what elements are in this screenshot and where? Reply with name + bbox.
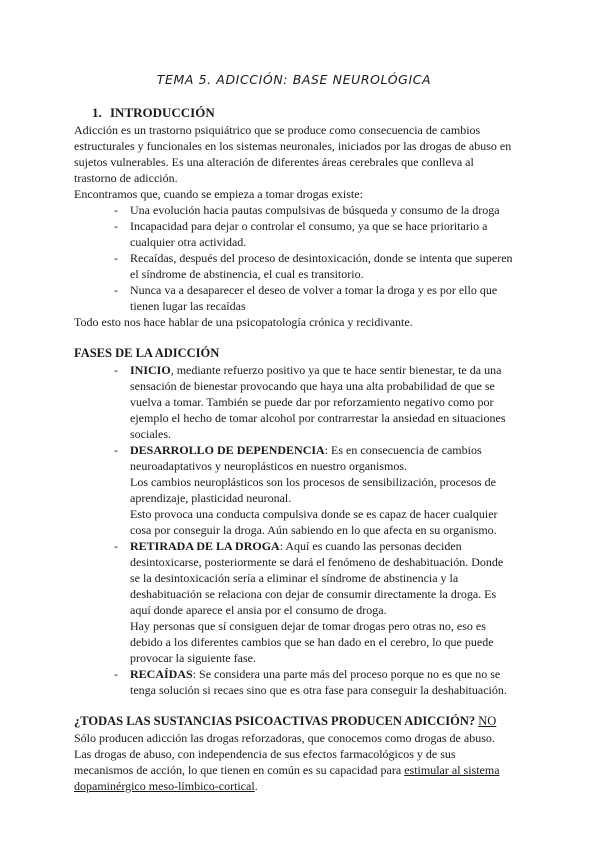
- phase-extra: Hay personas que sí consiguen dejar de tomar drogas pero otras no, eso es debido a los diferentes cambios que se han dado en el cerebro, lo que puede provocar la siguiente fase.: [130, 619, 494, 665]
- document-title: TEMA 5. ADICCIÓN: BASE NEUROLÓGICA: [156, 72, 432, 87]
- phase-text: , mediante refuerzo positivo ya que te hace sentir bienestar, te da una sensación de bienestar provocando que haya una alta probabilidad de que se vuelva a tomar. También se puede dar por reforzamiento negativo como por ejemplo el hecho de tomar alcohol por contrarrestar la ansiedad en situaciones sociales.: [130, 363, 506, 441]
- intro-list: [74, 202, 514, 314]
- question-text: ¿TODAS LAS SUSTANCIAS PSICOACTIVAS PRODUCEN ADICCIÓN?: [74, 714, 476, 728]
- phase-item-inicio: [116, 362, 514, 442]
- list-item: - Incapacidad para dejar o controlar el consumo, ya que se hace prioritario a cualquier otra actividad.: [116, 218, 514, 250]
- phase-term: DESARROLLO DE DEPENDENCIA: [130, 443, 325, 457]
- phase-term: INICIO: [130, 363, 171, 377]
- section-heading-fases: FASES DE LA ADICCIÓN: [74, 346, 220, 360]
- intro-paragraph-lead: Encontramos que, cuando se empieza a tomar drogas existe:: [74, 187, 363, 201]
- phase-text: : Es en consecuencia de cambios neuroadaptativos y neuroplásticos en nuestro organismos.: [130, 443, 482, 473]
- question-answer: NO: [478, 714, 497, 728]
- section-heading-text: INTRODUCCIÓN: [110, 105, 215, 120]
- phase-extra: Los cambios neuroplásticos son los procesos de sensibilización, procesos de aprendizaje, plasticidad neuronal.: [130, 475, 496, 505]
- intro-closing: Todo esto nos hace hablar de una psicopatología crónica y recidivante.: [74, 315, 413, 329]
- question-paragraph-2: [74, 746, 514, 794]
- question-text-start: Las drogas de abuso, con independencia de sus efectos farmacológicos y de sus mecanismos de acción, lo que tienen en común es su capacidad para: [74, 747, 456, 777]
- phase-item-retirada: [116, 538, 514, 666]
- section-heading-question: [74, 714, 514, 729]
- question-text-end: .: [254, 779, 258, 793]
- phase-item-recaidas: [116, 666, 514, 698]
- phases-list: [74, 362, 514, 698]
- list-item: - Nunca va a desaparecer el deseo de volver a tomar la droga y es por ello que tienen lugar las recaídas: [116, 282, 514, 314]
- intro-paragraph-definition: Adicción es un trastorno psiquiátrico que se produce como consecuencia de cambios estructurales y funcionales en los sistemas neuronales, iniciados por las drogas de abuso en sujetos vulnerables. Es una alteración de diferentes áreas cerebrales que conlleva al trastorno de adicción.: [74, 123, 512, 185]
- question-paragraph-1: Sólo producen adicción las drogas reforzadoras, que conocemos como drogas de abuso.: [74, 731, 495, 745]
- phase-item-dependencia: [116, 442, 514, 538]
- phase-term: RETIRADA DE LA DROGA: [130, 539, 280, 553]
- section-number: 1.: [92, 105, 102, 120]
- phase-text: : Se considera una parte más del proceso porque no es que no se tenga solución si recaes sino que es otra fase para conseguir la deshabituación.: [130, 667, 507, 697]
- underlined-phrase: estimular al sistema dopaminérgico meso-límbico-cortical: [74, 763, 500, 793]
- phase-text: : Aquí es cuando las personas deciden desintoxicarse, posteriormente se dará el fenómeno de deshabituación. Donde se la desintoxicación sería a eliminar el síndrome de abstinencia y la deshabituación se relaciona con dejar de consumir directamente la droga. Es aquí donde aparece el ansia por el consumo de droga.: [130, 539, 504, 617]
- phase-term: RECAÍDAS: [130, 667, 193, 681]
- section-heading-introduccion: [92, 105, 514, 121]
- list-item: - Una evolución hacia pautas compulsivas de búsqueda y consumo de la droga: [116, 202, 514, 218]
- phase-extra: Esto provoca una conducta compulsiva donde se es capaz de hacer cualquier cosa por conseguir la droga. Aún sabiendo en lo que afecta en su organismo.: [130, 507, 498, 537]
- list-item: - Recaídas, después del proceso de desintoxicación, donde se intenta que superen el síndrome de abstinencia, el cual es transitorio.: [116, 250, 514, 282]
